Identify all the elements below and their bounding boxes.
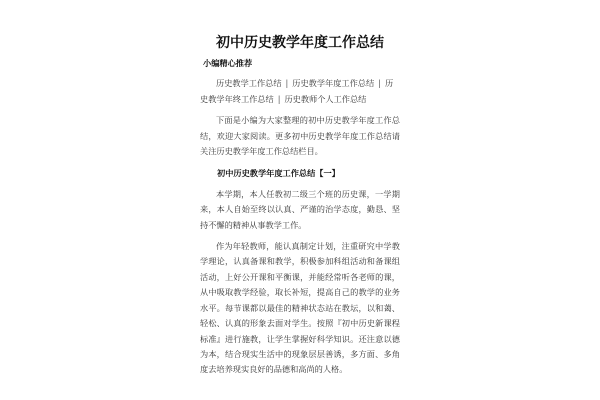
recommend-heading: 小编精心推荐 bbox=[203, 58, 253, 68]
section-heading: 初中历史教学年度工作总结【一】 bbox=[217, 168, 340, 179]
intro-paragraph: 下面是小编为大家整理的初中历史教学年度工作总结，欢迎大家阅读。更多初中历史教学年度工作总结请关注历史教学年度工作总结栏目。 bbox=[200, 115, 400, 157]
body-paragraph-2: 作为年轻教师，能认真制定计划，注重研究中学教学理论，认真备课和教学，积极参加科组活动和备课组活动，上好公开课和平衡课，并能经常听各老师的课，从中吸取教学经验，取长补短，提高自己的教学的业务水平。每节课都以最佳的精神状态站在教坛，以和蔼、轻松、认真的形象去面对学生。按照『初中历史新课程标准』进行施教，让学生掌握好科学知识。还注意以德为本，结合现实生活中的现象层层善诱，多方面、多角度去培养现实良好的品德和高尚的人格。 bbox=[200, 241, 400, 375]
link-separator: | bbox=[285, 78, 289, 89]
document-body bbox=[200, 56, 400, 378]
recommend-link-2[interactable]: 历史教学年度工作总结 bbox=[292, 78, 375, 89]
body-paragraph-1: 本学期，本人任教初二级三个班的历史课，一学期来，本人自始至终以认真、严谨的治学态度，勤恳、坚持不懈的精神从事教学工作。 bbox=[200, 188, 400, 230]
recommend-link-4[interactable]: 历史教师个人工作总结 bbox=[284, 93, 367, 104]
link-separator: | bbox=[378, 78, 381, 89]
recommend-link-1[interactable]: 历史教学工作总结 bbox=[216, 78, 282, 89]
document-title: 初中历史教学年度工作总结 bbox=[216, 35, 384, 51]
recommend-links bbox=[200, 76, 400, 107]
recommend-link-3[interactable]: 历史教学年终工作总结 bbox=[200, 78, 394, 104]
link-separator: | bbox=[277, 93, 281, 104]
